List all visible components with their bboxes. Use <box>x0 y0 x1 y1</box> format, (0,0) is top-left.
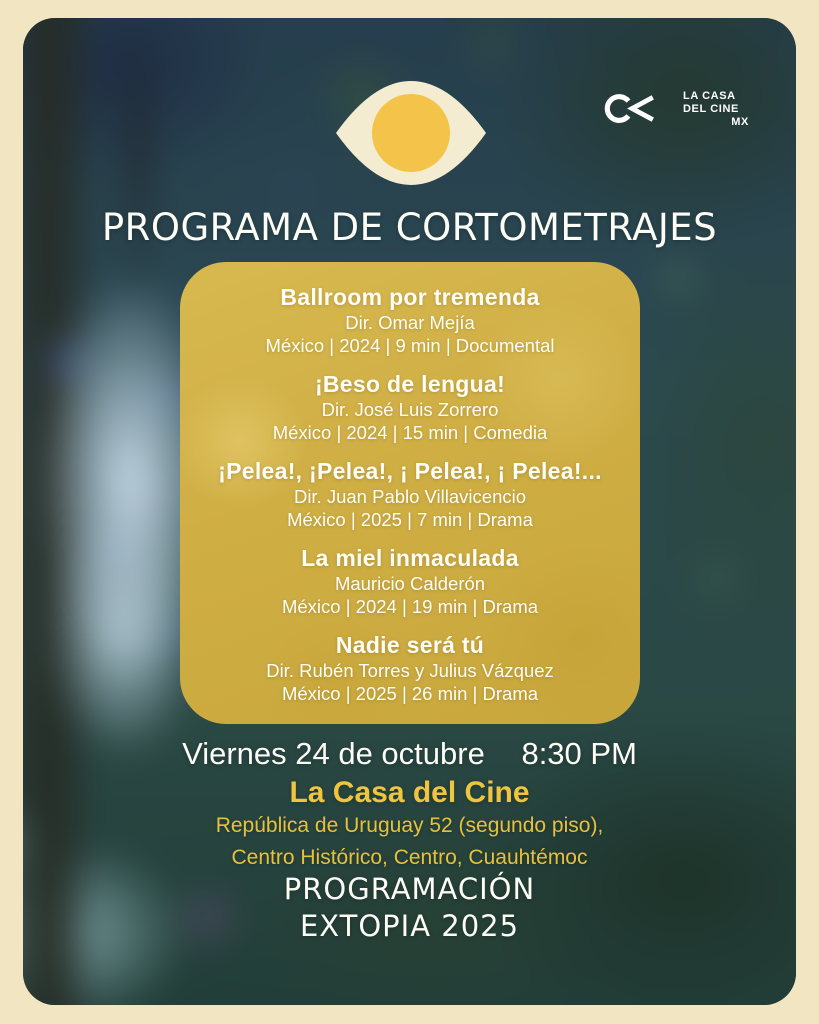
film-entry <box>190 456 630 531</box>
film-director: Dir. Juan Pablo Villavicencio <box>293 486 527 507</box>
poster <box>23 18 796 1005</box>
film-title: ¡Pelea!, ¡Pelea!, ¡ Pelea!, ¡ Pelea!... <box>218 458 602 484</box>
event-time: 8:30 PM <box>521 736 637 771</box>
program-edition: EXTOPIA 2025 <box>299 909 520 943</box>
film-entry <box>190 369 630 444</box>
film-details: México | 2024 | 15 min | Comedia <box>272 421 548 443</box>
brand-mark-icon <box>601 88 675 132</box>
film-entry <box>190 282 630 357</box>
page-title: PROGRAMA DE CORTOMETRAJES <box>101 206 718 249</box>
film-details: México | 2025 | 26 min | Drama <box>281 682 539 704</box>
venue-name: La Casa del Cine <box>289 776 530 809</box>
film-entry <box>190 543 630 618</box>
venue-address-line1: República de Uruguay 52 (segundo piso), <box>215 814 604 837</box>
casa-del-cine-logo <box>601 88 761 136</box>
event-datetime <box>23 734 796 774</box>
film-director: Dir. Rubén Torres y Julius Vázquez <box>266 660 554 681</box>
film-details: México | 2024 | 19 min | Drama <box>281 595 539 617</box>
film-entry <box>190 630 630 705</box>
film-title: Ballroom por tremenda <box>280 284 540 310</box>
event-date: Viernes 24 de octubre <box>182 736 485 771</box>
brand-line: MX <box>731 116 749 128</box>
eye-icon <box>335 80 487 186</box>
film-details: México | 2024 | 9 min | Documental <box>265 334 555 356</box>
film-title: ¡Beso de lengua! <box>314 371 506 397</box>
film-director: Dir. Omar Mejía <box>345 312 475 333</box>
brand-wordmark <box>683 90 749 136</box>
film-details: México | 2025 | 7 min | Drama <box>287 508 533 530</box>
film-director: Dir. José Luis Zorrero <box>321 399 499 420</box>
brand-line: DEL CINE <box>683 103 739 115</box>
program-name: PROGRAMACIÓN <box>283 872 536 906</box>
brand-line: LA CASA <box>683 90 736 102</box>
venue-address-line2: Centro Histórico, Centro, Cuauhtémoc <box>231 846 588 869</box>
film-title: La miel inmaculada <box>301 545 519 571</box>
film-director: Mauricio Calderón <box>334 573 486 594</box>
film-title: Nadie será tú <box>335 632 485 658</box>
film-program-panel <box>180 262 640 724</box>
